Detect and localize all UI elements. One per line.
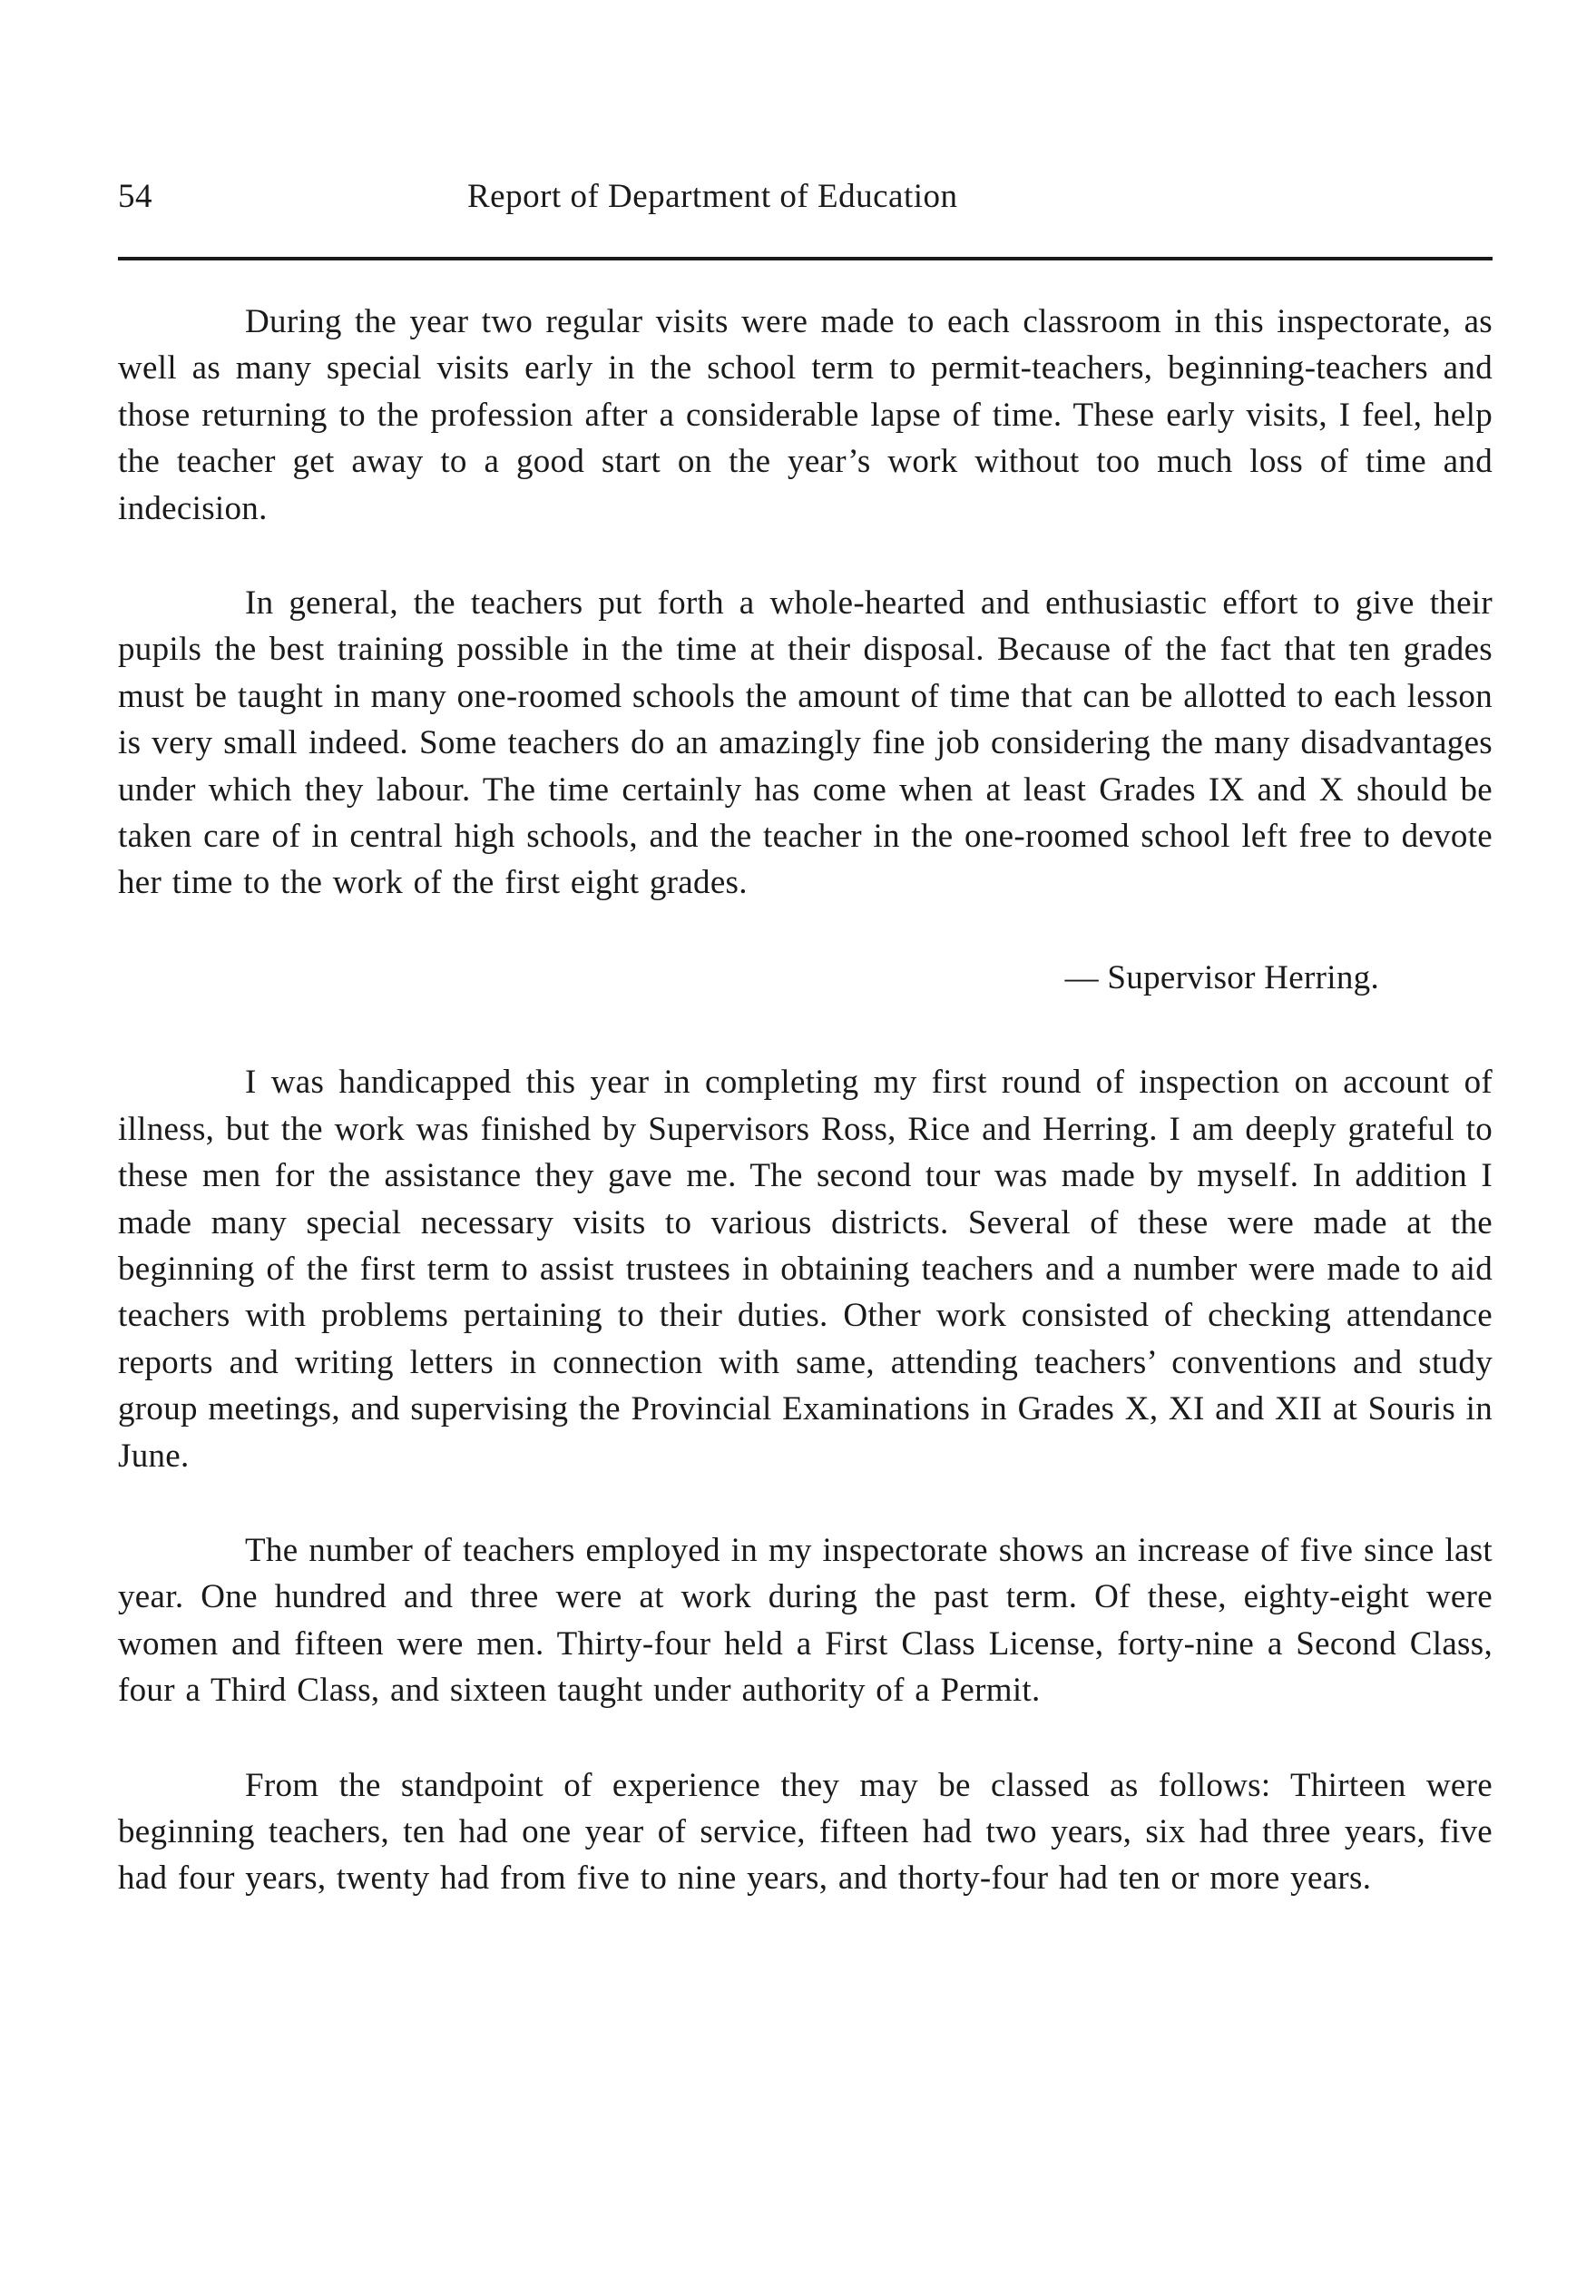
paragraph-teacher-count: The number of teachers employed in my inspectorate shows an increase of five since last year. One hundred and three were at work during the past term. Of these, eighty-eight were women and fifteen were men. Thirty-four held a First Class License, forty-nine a Second Class, four a Third Class, and sixteen taught under authority of a Permit. (118, 1531, 1493, 1710)
page-header (118, 177, 1493, 222)
paragraph-teachers-effort: In general, the teachers put forth a whole-hearted and enthusiastic effort to give their pupils the best training possible in the time at their disposal. Because of the fact that ten grades must be taught in many one-roomed schools the amount of time that can be allotted to each lesson is very small indeed. Some teachers do an amazingly fine job considering the many disadvantages under which they labour. The time certainly has come when at least Grades IX and X should be taken care of in central high schools, and the teacher in the one-roomed school left free to devote her time to the work of the first eight grades. (118, 584, 1493, 902)
paragraph-inspection: I was handicapped this year in completing my first round of inspection on account of illness, but the work was finished by Supervisors Ross, Rice and Herring. I am deeply grateful to these men for the assistance they gave me. The second tour was made by myself. In addition I made many special necessary visits to various districts. Several of these were made at the beginning of the first term to assist trustees in obtaining teachers and a number were made to aid teachers with problems pertaining to their duties. Other work consisted of checking attendance reports and writing letters in connection with same, attending teachers’ conventions and study group meetings, and supervising the Provincial Examinations in Grades X, XI and XII at Souris in June. (118, 1064, 1493, 1475)
paragraph-experience: From the standpoint of experience they may be classed as follows: Thirteen were beginning teachers, ten had one year of service, fifteen had two years, six had three years, five had four years, twenty had from five to nine years, and thorty-four had ten or more years. (118, 1766, 1493, 1898)
running-title: Report of Department of Education (467, 178, 958, 215)
paragraph-visits: During the year two regular visits were made to each classroom in this inspectorate, as well as many special visits early in the school term to permit-teachers, beginning-teachers and those returning to the profession after a considerable lapse of time. These early visits, I feel, help the teacher get away to a good start on the year’s work without too much loss of time and indecision. (118, 303, 1493, 527)
header-rule (118, 257, 1493, 260)
page-number: 54 (118, 178, 152, 215)
signature: — Supervisor Herring. (1064, 958, 1379, 996)
report-page (118, 177, 1493, 1902)
